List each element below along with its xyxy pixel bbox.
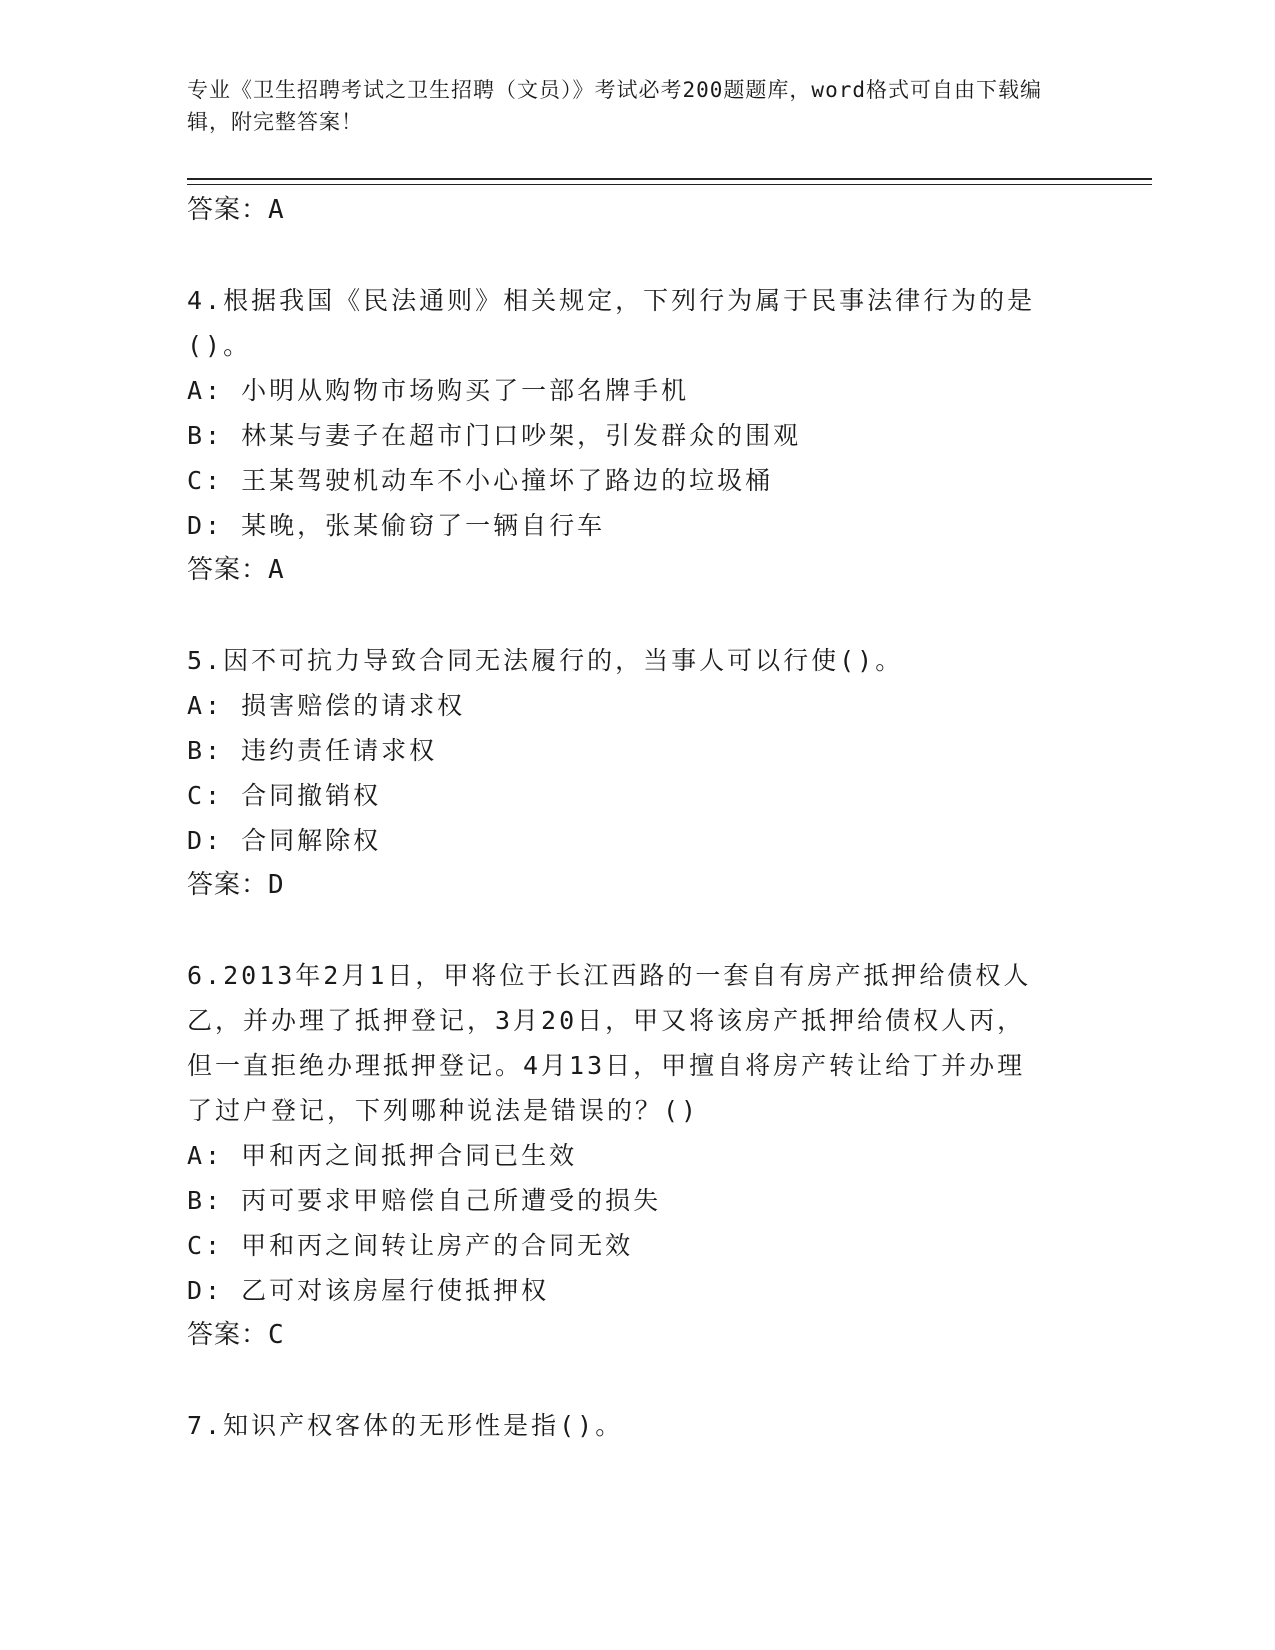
answer-line	[187, 548, 1087, 593]
option-a: A: 小明从购物市场购买了一部名牌手机	[187, 376, 690, 405]
question-5	[187, 638, 1087, 908]
option-a: A: 损害赔偿的请求权	[187, 691, 466, 720]
question-6	[187, 953, 1087, 1358]
answer-line	[187, 188, 1087, 233]
question-list	[187, 188, 1087, 1448]
option-d: D: 合同解除权	[187, 826, 382, 855]
option-d: D: 某晚，张某偷窃了一辆自行车	[187, 511, 606, 540]
option-c: C: 合同撤销权	[187, 781, 382, 810]
option-a: A: 甲和丙之间抵押合同已生效	[187, 1141, 578, 1170]
question-stem: 6.2013年2月1日，甲将位于长江西路的一套自有房产抵押给债权人	[187, 961, 1032, 990]
question-stem: 4.根据我国《民法通则》相关规定，下列行为属于民事法律行为的是	[187, 286, 1036, 315]
answer-value: A	[268, 555, 285, 585]
spacer	[187, 233, 1087, 278]
question-stem: 7.知识产权客体的无形性是指()。	[187, 1411, 624, 1440]
question-4	[187, 278, 1087, 593]
header-divider-thick	[187, 178, 1152, 180]
spacer	[187, 593, 1087, 638]
answer-value: D	[268, 870, 285, 900]
header-text: 专业《卫生招聘考试之卫生招聘（文员）》考试必考200题题库，word格式可自由下载编辑，附完整答案！	[187, 78, 1042, 134]
option-b: B: 丙可要求甲赔偿自己所遭受的损失	[187, 1186, 662, 1215]
document-header	[187, 74, 1067, 138]
question-stem: 了过户登记，下列哪种说法是错误的？()	[187, 1096, 700, 1125]
answer-line	[187, 1313, 1087, 1358]
answer-line	[187, 863, 1087, 908]
answer-value: A	[268, 195, 285, 225]
question-stem: 5.因不可抗力导致合同无法履行的，当事人可以行使()。	[187, 646, 904, 675]
option-b: B: 林某与妻子在超市门口吵架，引发群众的围观	[187, 421, 802, 450]
header-divider-thin	[187, 184, 1152, 185]
option-c: C: 王某驾驶机动车不小心撞坏了路边的垃圾桶	[187, 466, 774, 495]
question-7	[187, 1403, 1087, 1448]
spacer	[187, 908, 1087, 953]
answer-value: C	[268, 1320, 285, 1350]
answer-label: 答案：	[187, 870, 269, 900]
answer-label: 答案：	[187, 195, 269, 225]
answer-label: 答案：	[187, 1320, 269, 1350]
question-stem: ()。	[187, 331, 252, 360]
question-stem: 乙，并办理了抵押登记，3月20日，甲又将该房产抵押给债权人丙，	[187, 1006, 1026, 1035]
option-c: C: 甲和丙之间转让房产的合同无效	[187, 1231, 634, 1260]
option-d: D: 乙可对该房屋行使抵押权	[187, 1276, 550, 1305]
answer-label: 答案：	[187, 555, 269, 585]
question-stem: 但一直拒绝办理抵押登记。4月13日，甲擅自将房产转让给丁并办理	[187, 1051, 1026, 1080]
option-b: B: 违约责任请求权	[187, 736, 438, 765]
spacer	[187, 1358, 1087, 1403]
